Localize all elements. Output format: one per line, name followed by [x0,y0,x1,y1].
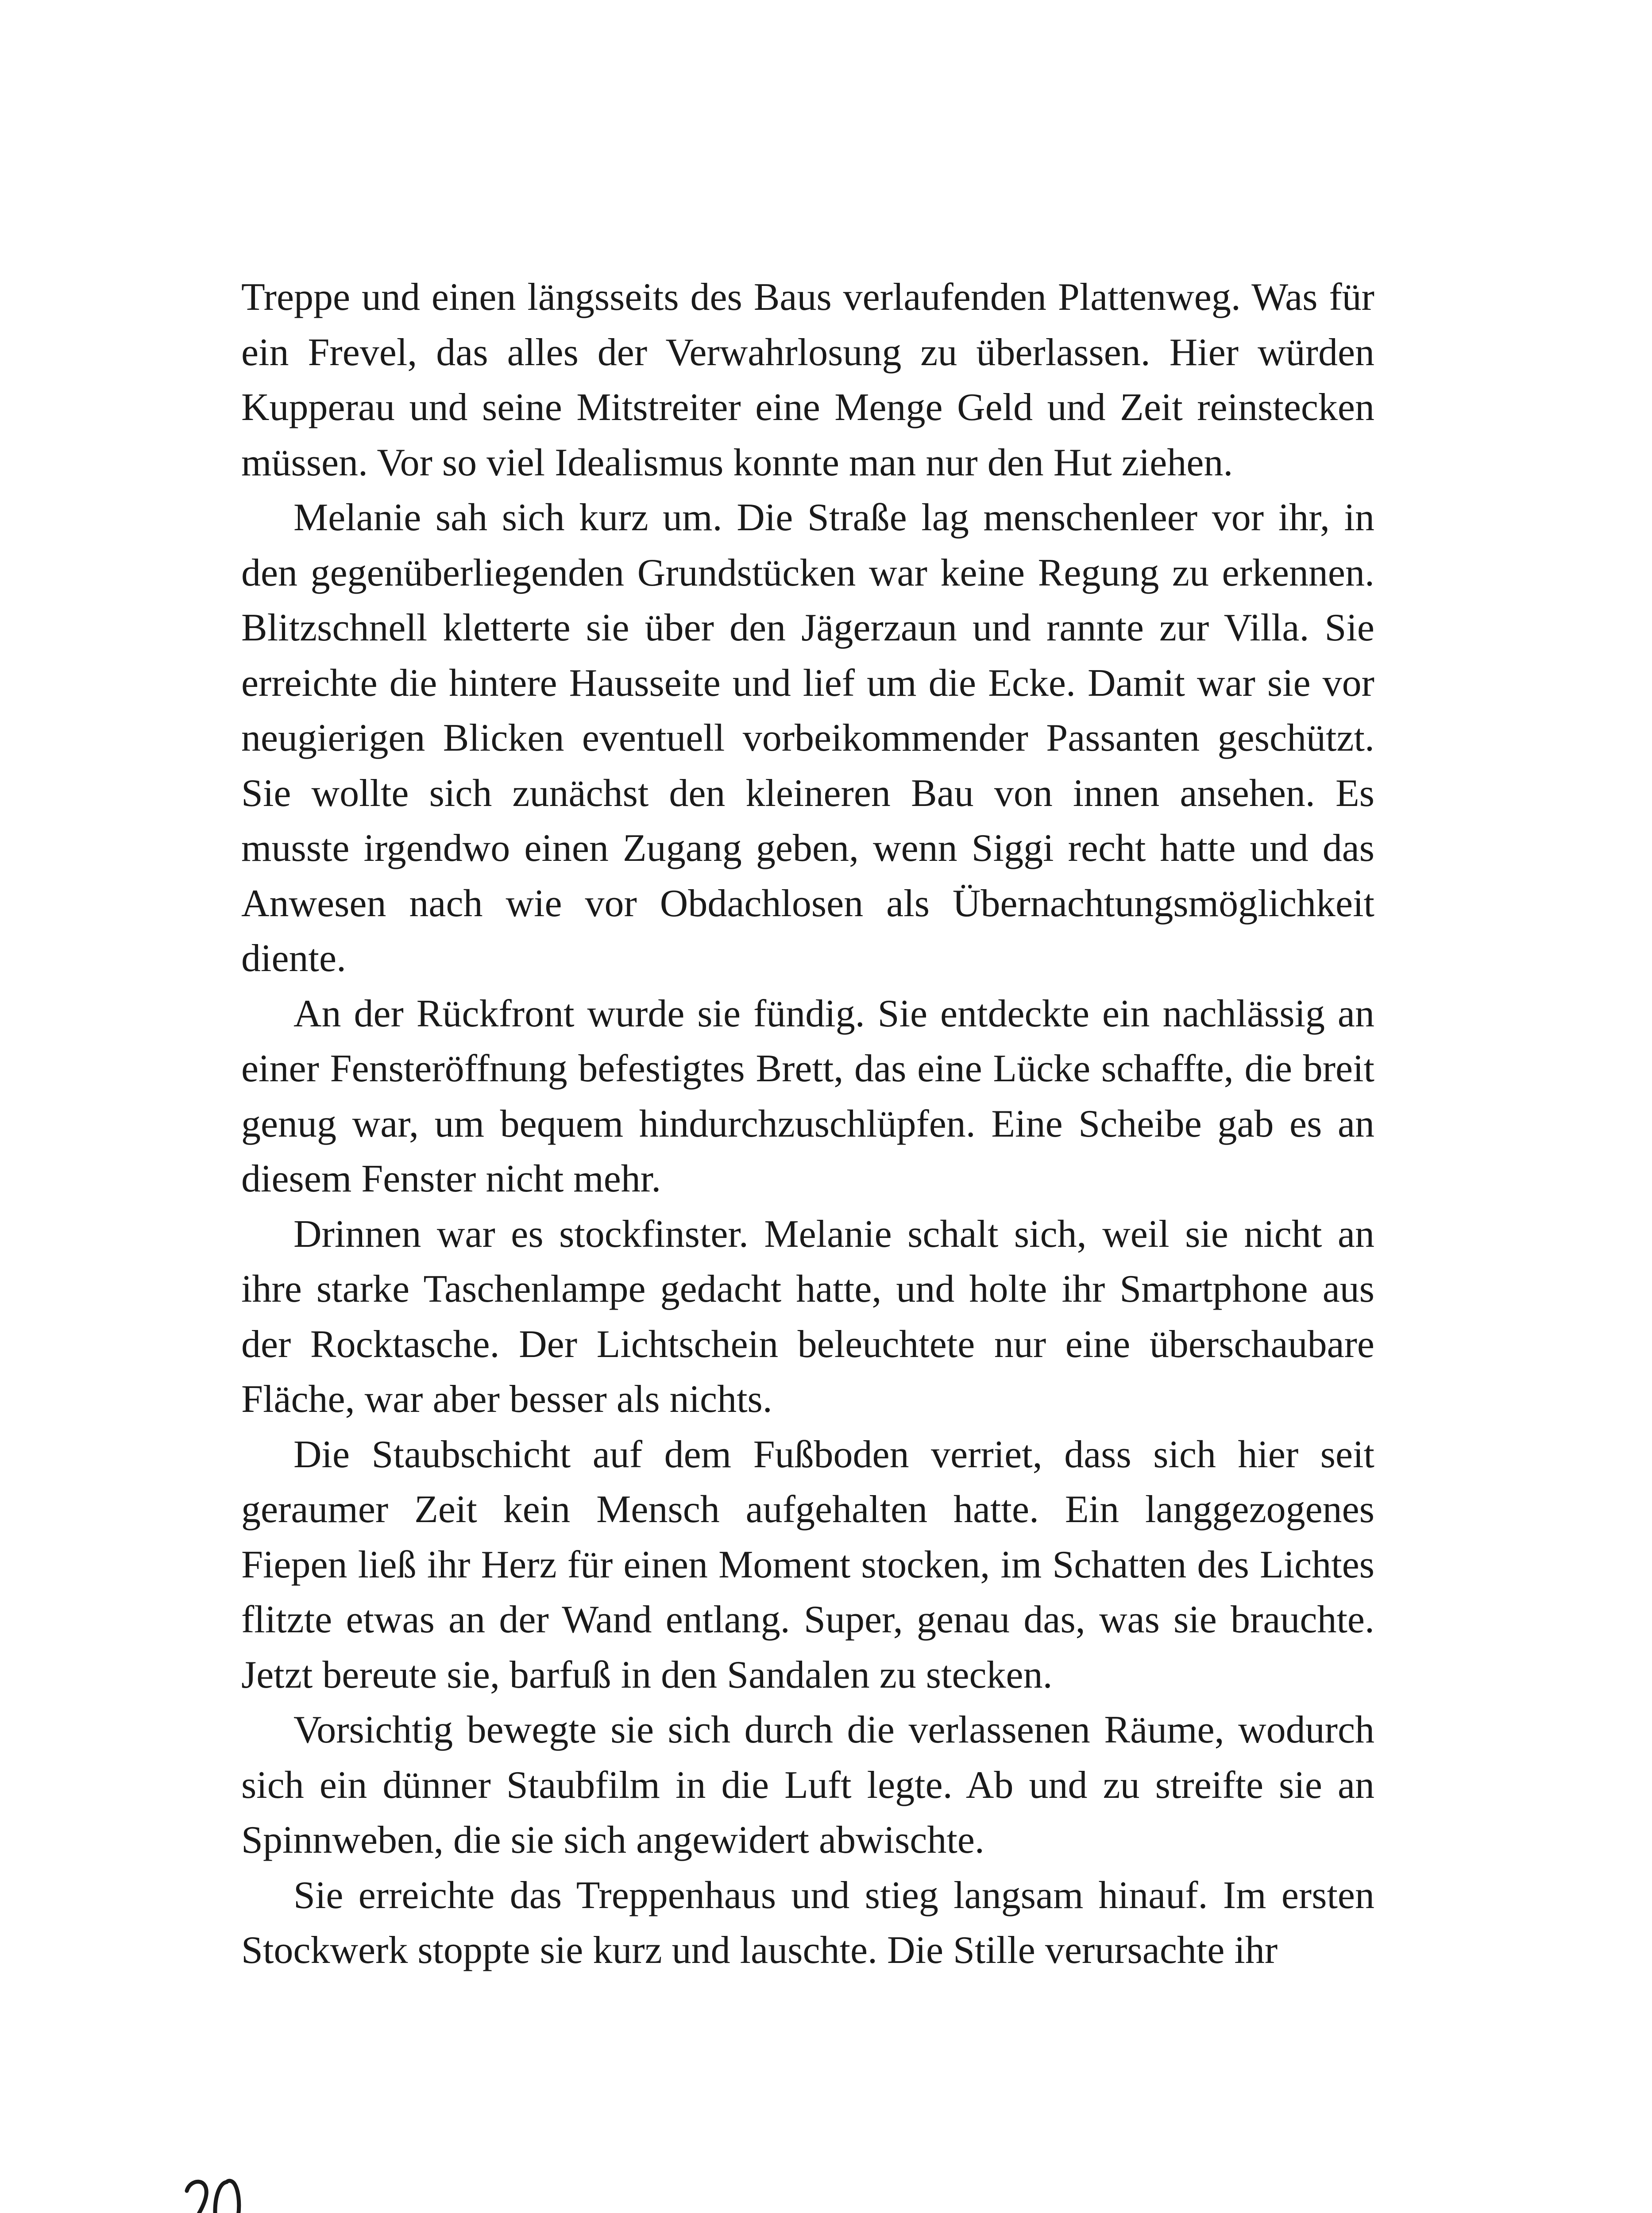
page-number [177,2160,248,2213]
paragraph: Sie erreichte das Treppenhaus und stieg langsam hinauf. Im ersten Stockwerk stoppte sie kurz und lauschte. Die Stille verursachte ihr [241,1874,1374,1972]
paragraph: Melanie sah sich kurz um. Die Straße lag menschenleer vor ihr, in den gegenüberliegenden Grundstücken war keine Regung zu erkennen. Blitzschnell kletterte sie über den Jägerzaun und rannte zur Villa. Sie erreichte die hintere Hausseite und lief um die Ecke. Damit war sie vor neugierigen Blicken eventuell vorbeikommender Passanten geschützt. Sie wollte sich zunächst den kleineren Bau von innen ansehen. Es musste irgendwo einen Zugang geben, wenn Siggi recht hatte und das Anwesen nach wie vor Obdachlosen als Übernachtungsmöglichkeit diente. [241,496,1374,980]
page-number-handwritten [177,2160,248,2213]
paragraph: Drinnen war es stockfinster. Melanie schalt sich, weil sie nicht an ihre starke Taschenlampe gedacht hatte, und holte ihr Smartphone aus der Rocktasche. Der Lichtschein beleuchtete nur eine überschaubare Fläche, war aber besser als nichts. [241,1212,1374,1421]
paragraph: Die Staubschicht auf dem Fußboden verriet, dass sich hier seit geraumer Zeit kein Mensch aufgehalten hatte. Ein langgezogenes Fiepen ließ ihr Herz für einen Moment stocken, im Schatten des Lichtes flitzte etwas an der Wand entlang. Super, genau das, was sie brauchte. Jetzt bereute sie, barfuß in den Sandalen zu stecken. [241,1433,1374,1696]
paragraph: An der Rückfront wurde sie fündig. Sie entdeckte ein nachlässig an einer Fensteröffnung befestigtes Brett, das eine Lücke schaffte, die breit genug war, um bequem hindurchzuschlüpfen. Eine Scheibe gab es an diesem Fenster nicht mehr. [241,992,1374,1200]
paragraph: Treppe und einen längsseits des Baus verlaufenden Plattenweg. Was für ein Frevel, das alles der Verwahrlosung zu überlassen. Hier würden Kupperau und seine Mitstreiter eine Menge Geld und Zeit reinstecken müssen. Vor so viel Idealismus konnte man nur den Hut ziehen. [241,276,1374,484]
paragraph: Vorsichtig bewegte sie sich durch die verlassenen Räume, wodurch sich ein dünner Staubfilm in die Luft legte. Ab und zu streifte sie an Spinnweben, die sie sich angewidert abwischte. [241,1708,1374,1862]
body-text [241,270,1374,1978]
